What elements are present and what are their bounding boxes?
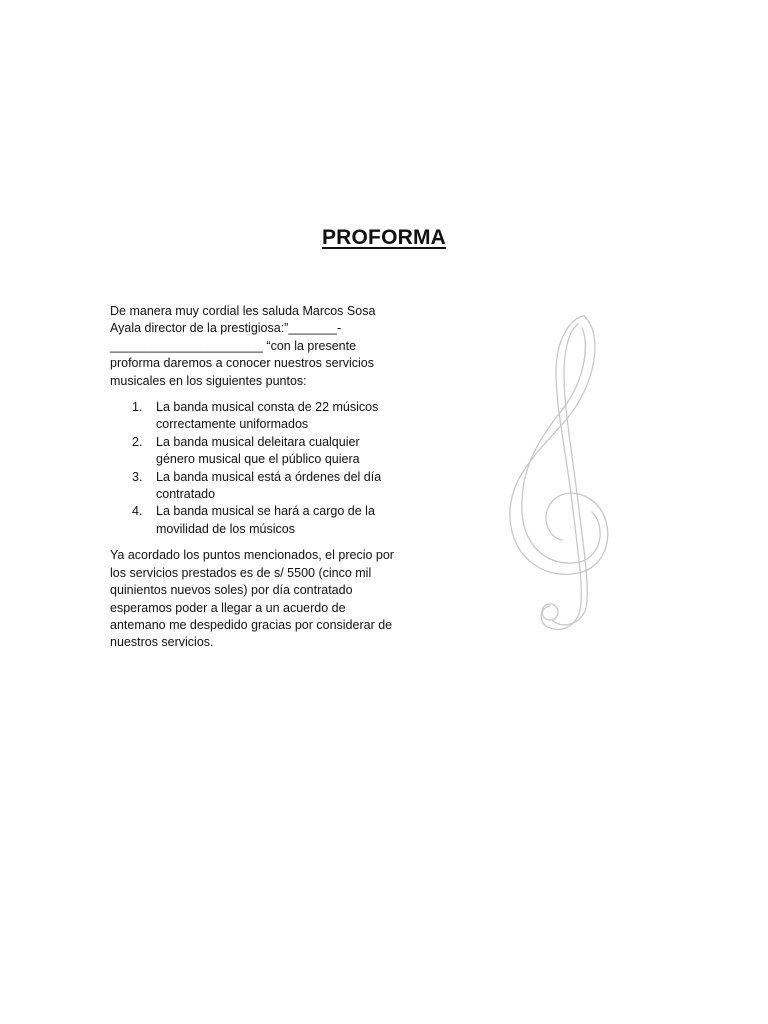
closing-line: antemano me despedido gracias por considerar de [110,617,393,632]
closing-line: quinientos nuevos soles) por día contratado [110,583,353,598]
service-points-list [110,399,410,538]
intro-line: De manera muy cordial les saluda Marcos Sosa [110,304,376,318]
point-line: correctamente uniformados [156,417,309,432]
point-line: La banda musical consta de 22 músicos [156,400,379,415]
point-line: La banda musical deleitara cualquier [156,434,360,449]
closing-line: nuestros servicios. [110,635,214,650]
service-point-4 [156,503,410,538]
point-line: contratado [156,487,216,502]
intro-paragraph [110,303,410,390]
point-line: La banda musical se hará a cargo de la [156,504,375,519]
point-line: movilidad de los músicos [156,521,295,536]
intro-line: proforma daremos a conocer nuestros servicios [110,356,375,371]
document-title: PROFORMA [321,226,447,249]
intro-line: Ayala director de la prestigiosa:”_______- [110,321,342,336]
service-point-2 [156,434,410,469]
document-body [110,303,410,652]
service-point-3 [156,469,410,504]
intro-line: ______________________ “con la presente [110,338,357,353]
intro-line: musicales en los siguientes puntos: [110,373,307,388]
point-line: La banda musical está a órdenes del día [156,469,382,484]
closing-paragraph [110,547,410,651]
treble-clef-icon [500,312,620,642]
point-line: género musical que el público quiera [156,452,360,467]
service-point-1 [156,399,410,434]
closing-line: esperamos poder a llegar a un acuerdo de [110,600,346,615]
closing-line: los servicios prestados es de s/ 5500 (cinco mil [110,565,372,580]
closing-line: Ya acordado los puntos mencionados, el precio por [110,548,394,563]
